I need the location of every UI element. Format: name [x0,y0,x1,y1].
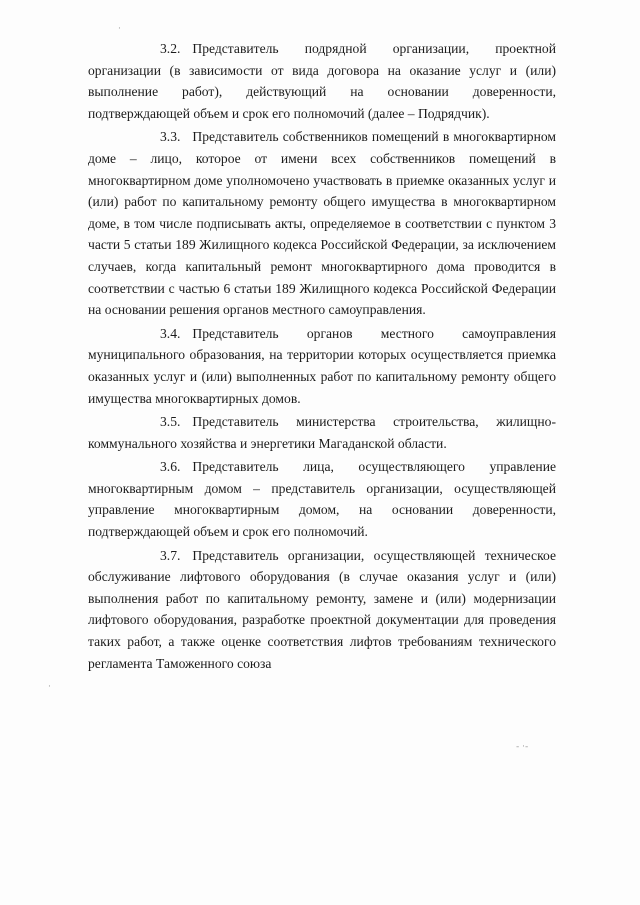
paragraph-text: Представитель организации, осуществляющей техническое обслуживание лифтового оборудования (в случае оказания услуг и (или) выполнения работ по капитальному ремонту, замене и (или) модернизации лифтового оборудования, разработке проектной документации для проведения таких работ, а также оценке соответствия лифтов требованиям технического регламента Таможенного союза [88,547,556,671]
paragraph-text: Представитель органов местного самоуправления муниципального образования, на территории которых осуществляется приемка оказанных услуг и (или) выполненных работ по капитальному ремонту общего имущества многоквартирных домов. [88,325,556,406]
paragraph-3-7 [88,545,556,675]
scan-speck: · [48,682,51,692]
paragraph-text: Представитель министерства строительства, жилищно-коммунального хозяйства и энергетики Магаданской области. [88,414,556,451]
paragraph-3-2 [88,38,556,124]
paragraph-text: Представитель лица, осуществляющего управление многоквартирным домом – представитель организации, осуществляющей управление многоквартирным домом, на основании доверенности, подтверждающей объем и срок его полномочий. [88,459,556,540]
paragraph-3-3 [88,126,556,320]
paragraph-3-4 [88,323,556,409]
paragraph-number: 3.4. [160,325,181,341]
paragraph-text: Представитель подрядной организации, проектной организации (в зависимости от вида договора на оказание услуг и (или) выполнение работ), действующий на основании доверенности, подтверждающей объем и срок его полномочий (далее – Подрядчик). [88,41,556,121]
paragraph-number: 3.7. [160,547,181,563]
scan-speck: - ·- [516,742,529,752]
paragraph-text: Представитель собственников помещений в многоквартирном доме – лицо, которое от имени всех собственников помещений в многоквартирном доме уполномочено участвовать в приемке оказанных услуг и (или) работ по капитальному ремонту общего имущества в многоквартирном доме, в том числе подписывать акты, определяемое в соответствии с пунктом 3 части 5 статьи 189 Жилищного кодекса Российской Федерации, за исключением случаев, когда капитальный ремонт многоквартирного дома проводится в соответствии с частью 6 статьи 189 Жилищного кодекса Российской Федерации на основании решения органов местного самоуправления. [88,129,556,318]
scan-speck: · [118,24,121,34]
paragraph-number: 3.2. [160,41,181,56]
paragraph-3-5 [88,411,556,454]
paragraph-number: 3.5. [160,414,181,430]
document-body [88,38,556,676]
paragraph-number: 3.6. [160,459,181,475]
paragraph-number: 3.3. [160,129,181,145]
paragraph-3-6 [88,456,556,542]
